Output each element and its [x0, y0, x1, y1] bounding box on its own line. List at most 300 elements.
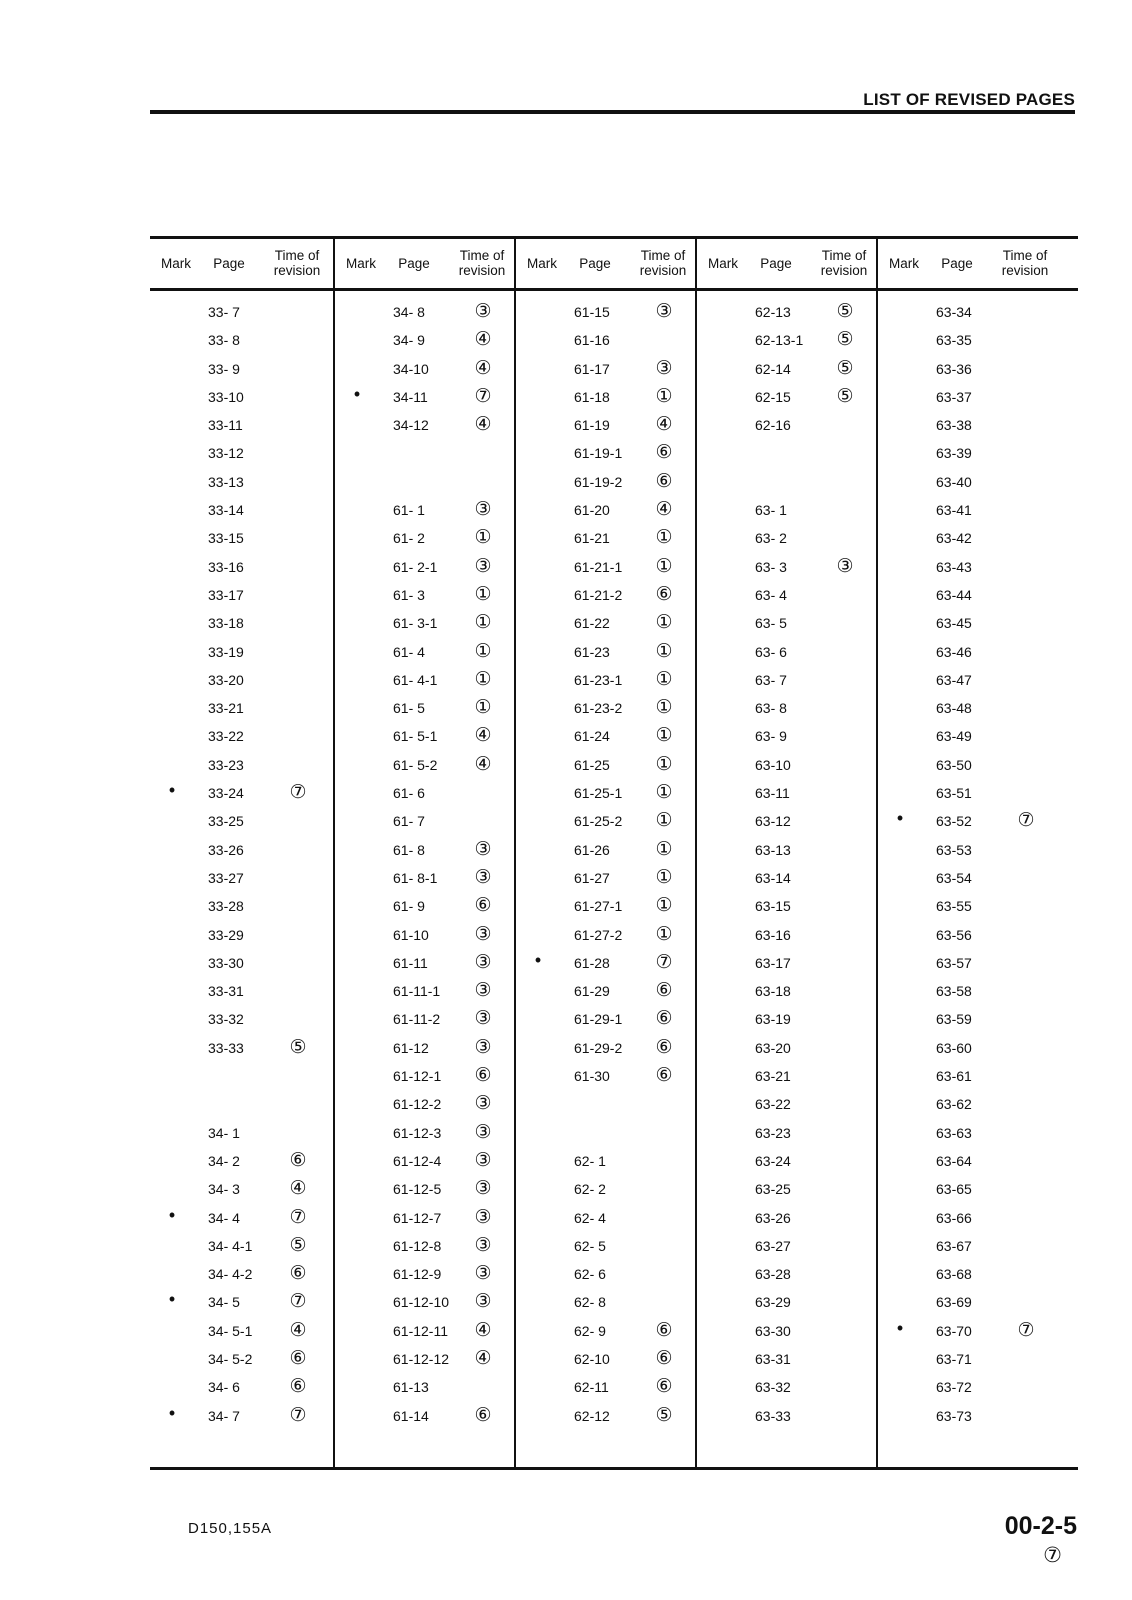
- page-cell: 61-23-2: [574, 700, 623, 717]
- page-cell: 63-23: [755, 1124, 791, 1141]
- mark-cell: •: [168, 780, 176, 801]
- table-rows: [516, 298, 700, 1430]
- page-cell: 63-35: [936, 332, 972, 349]
- table-row: [697, 1232, 881, 1260]
- table-row: [878, 1119, 1062, 1147]
- table-row: [335, 1147, 519, 1175]
- page-cell: 61-15: [574, 304, 610, 320]
- revision-cell: ③: [474, 980, 492, 1002]
- page-cell: 63-34: [936, 304, 972, 320]
- revision-cell: ⑥: [655, 1376, 673, 1398]
- page-cell: 63- 2: [755, 530, 787, 547]
- table-row: [878, 779, 1062, 807]
- page-cell: 33-12: [208, 445, 244, 462]
- table-row: [335, 1062, 519, 1090]
- page-cell: 33-20: [208, 671, 244, 688]
- table-row: [516, 1090, 700, 1118]
- page-cell: 63-25: [755, 1181, 791, 1198]
- table-row: [335, 609, 519, 637]
- table-row: [697, 638, 881, 666]
- revision-cell: ④: [474, 329, 492, 351]
- table-row: [516, 1373, 700, 1401]
- table-row: [150, 836, 334, 864]
- header-revision-line1: Time of: [459, 248, 505, 263]
- header-revision: [807, 248, 881, 278]
- table-row: [516, 666, 700, 694]
- page-cell: 62-15: [755, 388, 791, 405]
- page-cell: 63-60: [936, 1039, 972, 1056]
- page-cell: 62- 4: [574, 1209, 606, 1226]
- table-row: [516, 609, 700, 637]
- table-row: [335, 1090, 519, 1118]
- revision-cell: ④: [474, 357, 492, 379]
- revision-cell: ③: [474, 499, 492, 521]
- table-row: [150, 779, 334, 807]
- table-row: [150, 921, 334, 949]
- page-cell: 61-12-3: [393, 1124, 442, 1141]
- table-row: [878, 892, 1062, 920]
- page-cell: 61-11-1: [393, 983, 441, 1000]
- table-row: [150, 1317, 334, 1345]
- page-cell: 61- 2-1: [393, 558, 438, 575]
- page-cell: 34- 5-2: [208, 1350, 253, 1367]
- page-cell: 63-61: [936, 1068, 972, 1085]
- page-cell: 33- 8: [208, 332, 240, 349]
- page-cell: 63-50: [936, 756, 972, 773]
- page-cell: 63-48: [936, 700, 972, 717]
- revision-cell: ③: [474, 1093, 492, 1115]
- revision-cell: ⑥: [655, 980, 673, 1002]
- page-cell: 34- 6: [208, 1379, 240, 1396]
- table-section: [878, 236, 1062, 1470]
- revision-cell: ⑤: [289, 1234, 307, 1256]
- page-cell: 33- 9: [208, 360, 240, 377]
- revision-cell: ⑥: [655, 583, 673, 605]
- table-row: [878, 468, 1062, 496]
- table-row: [150, 1402, 334, 1430]
- table-row: [335, 1317, 519, 1345]
- table-row: [516, 355, 700, 383]
- table-row: [697, 298, 881, 326]
- page-cell: 63-18: [755, 983, 791, 1000]
- page-cell: 61- 5-1: [393, 728, 438, 745]
- table-row: [697, 1402, 881, 1430]
- table-row: [150, 1204, 334, 1232]
- page-cell: 33-25: [208, 813, 244, 830]
- page-cell: 63-33: [755, 1407, 791, 1424]
- revision-cell: ⑥: [655, 1008, 673, 1030]
- revision-cell: ⑦: [655, 951, 673, 973]
- table-row: [516, 1288, 700, 1316]
- revision-cell: ①: [655, 555, 673, 577]
- page-cell: 63-45: [936, 615, 972, 632]
- page-cell: 61-19: [574, 417, 610, 434]
- table-row: [150, 1260, 334, 1288]
- header-mark: Mark: [708, 256, 738, 271]
- table-row: [878, 1034, 1062, 1062]
- table-row: [150, 1119, 334, 1147]
- page-cell: 63-19: [755, 1011, 791, 1028]
- mark-cell: •: [168, 1204, 176, 1225]
- table-row: [878, 1005, 1062, 1033]
- table-row: [150, 1175, 334, 1203]
- page-cell: 63-10: [755, 756, 791, 773]
- table-rows: [878, 298, 1062, 1430]
- table-row: [516, 751, 700, 779]
- page-cell: 61-12-1: [393, 1068, 442, 1085]
- page-cell: 61-21: [574, 530, 610, 547]
- page-cell: 61-30: [574, 1068, 610, 1085]
- table-row: [150, 1005, 334, 1033]
- table-row: [516, 864, 700, 892]
- table-row: [335, 411, 519, 439]
- column-header: [516, 239, 700, 288]
- table-row: [697, 921, 881, 949]
- table-row: [697, 694, 881, 722]
- table-row: [878, 439, 1062, 467]
- revision-cell: ①: [474, 668, 492, 690]
- header-page: Page: [941, 256, 973, 271]
- revision-cell: ④: [655, 414, 673, 436]
- page-cell: 61- 4: [393, 643, 425, 660]
- page-cell: 34- 3: [208, 1181, 240, 1198]
- table-row: [697, 836, 881, 864]
- table-row: [878, 298, 1062, 326]
- table-row: [335, 892, 519, 920]
- table-row: [697, 383, 881, 411]
- page-cell: 33-30: [208, 954, 244, 971]
- header-page: Page: [213, 256, 245, 271]
- revision-cell: ①: [655, 923, 673, 945]
- table-row: [516, 807, 700, 835]
- table-row: [516, 836, 700, 864]
- header-revision-line2: revision: [820, 263, 868, 278]
- page-cell: 33-23: [208, 756, 244, 773]
- revision-cell: ①: [655, 527, 673, 549]
- header-revision: [626, 248, 700, 278]
- revision-cell: ④: [289, 1319, 307, 1341]
- table-row: [335, 581, 519, 609]
- revision-cell: ⑥: [655, 1065, 673, 1087]
- page-cell: 61-27: [574, 869, 610, 886]
- page-cell: 63-51: [936, 785, 972, 802]
- revision-cell: ①: [655, 725, 673, 747]
- table-row: [335, 1373, 519, 1401]
- page-cell: 34- 5-1: [208, 1322, 253, 1339]
- revision-cell: ①: [655, 697, 673, 719]
- page-cell: 63-30: [755, 1322, 791, 1339]
- page-cell: 63-21: [755, 1068, 791, 1085]
- page-cell: 63-39: [936, 445, 972, 462]
- revision-cell: ①: [655, 640, 673, 662]
- revision-cell: ①: [655, 385, 673, 407]
- table-row: [878, 609, 1062, 637]
- mark-cell: •: [896, 808, 904, 829]
- page-cell: 33-32: [208, 1011, 244, 1028]
- page-cell: 61-29: [574, 983, 610, 1000]
- page-cell: 33-28: [208, 898, 244, 915]
- table-row: [150, 1345, 334, 1373]
- page-cell: 63- 7: [755, 671, 787, 688]
- table-row: [335, 638, 519, 666]
- table-row: [878, 864, 1062, 892]
- revision-cell: ③: [474, 1008, 492, 1030]
- page-cell: 61-12-11: [393, 1322, 449, 1339]
- page-cell: 63-15: [755, 898, 791, 915]
- table-row: [335, 1005, 519, 1033]
- revision-cell: ⑥: [474, 1065, 492, 1087]
- page-cell: 63-41: [936, 502, 972, 519]
- page-cell: 61-21-2: [574, 586, 623, 603]
- table-row: [335, 1034, 519, 1062]
- table-row: [150, 722, 334, 750]
- page-cell: 63-71: [936, 1350, 972, 1367]
- table-row: [335, 722, 519, 750]
- page-cell: 61-20: [574, 502, 610, 519]
- revision-cell: ⑦: [289, 1291, 307, 1313]
- mark-cell: •: [168, 1402, 176, 1423]
- table-row: [878, 694, 1062, 722]
- table-rows: [335, 298, 519, 1430]
- table-row: [335, 1119, 519, 1147]
- table-row: [697, 666, 881, 694]
- table-row: [516, 524, 700, 552]
- table-row: [878, 581, 1062, 609]
- revision-cell: ③: [655, 357, 673, 379]
- table-rows: [150, 298, 334, 1430]
- table-section: [150, 236, 334, 1470]
- page-cell: 63- 6: [755, 643, 787, 660]
- page-cell: 63-73: [936, 1407, 972, 1424]
- page-cell: 63-64: [936, 1152, 972, 1169]
- revision-cell: ①: [474, 697, 492, 719]
- page-cell: 63-63: [936, 1124, 972, 1141]
- page-cell: 61-16: [574, 332, 610, 349]
- table-row: [150, 383, 334, 411]
- page-cell: 63-28: [755, 1266, 791, 1283]
- page-cell: 63-47: [936, 671, 972, 688]
- page-cell: 61- 2: [393, 530, 425, 547]
- page-cell: 61-11: [393, 954, 428, 971]
- page-cell: 63-32: [755, 1379, 791, 1396]
- table-row: [150, 1288, 334, 1316]
- page-cell: 33-10: [208, 388, 244, 405]
- table-row: [335, 836, 519, 864]
- page-cell: 61-13: [393, 1379, 429, 1396]
- revision-cell: ⑦: [289, 782, 307, 804]
- page-cell: 33-11: [208, 417, 243, 434]
- table-row: [697, 1373, 881, 1401]
- page-cell: 34- 5: [208, 1294, 240, 1311]
- table-row: [878, 1232, 1062, 1260]
- table-row: [335, 921, 519, 949]
- revision-cell: ③: [474, 1263, 492, 1285]
- page-cell: 62-14: [755, 360, 791, 377]
- revision-cell: ③: [474, 1206, 492, 1228]
- page-cell: 61-11-2: [393, 1011, 441, 1028]
- table-row: [697, 892, 881, 920]
- table-row: [150, 1062, 334, 1090]
- page-cell: 61-12-12: [393, 1350, 450, 1367]
- page-cell: 61-19-2: [574, 473, 623, 490]
- page-cell: 63-11: [755, 785, 790, 802]
- table-row: [878, 524, 1062, 552]
- table-row: [335, 864, 519, 892]
- table-row: [150, 553, 334, 581]
- table-row: [335, 326, 519, 354]
- revision-cell: ⑥: [655, 1347, 673, 1369]
- header-page: Page: [760, 256, 792, 271]
- table-row: [697, 864, 881, 892]
- table-row: [516, 1034, 700, 1062]
- table-row: [150, 439, 334, 467]
- page-cell: 61-25: [574, 756, 610, 773]
- header-revision-line2: revision: [273, 263, 321, 278]
- table-row: [335, 1204, 519, 1232]
- table-row: [516, 1402, 700, 1430]
- mark-cell: •: [353, 383, 361, 404]
- page-cell: 63- 9: [755, 728, 787, 745]
- page-cell: 63-56: [936, 926, 972, 943]
- revision-cell: ⑦: [1017, 1319, 1035, 1341]
- page-cell: 61- 7: [393, 813, 425, 830]
- revision-cell: ④: [655, 499, 673, 521]
- revision-cell: ①: [655, 612, 673, 634]
- table-row: [335, 298, 519, 326]
- revision-cell: ①: [655, 895, 673, 917]
- table-row: [150, 694, 334, 722]
- table-row: [697, 1147, 881, 1175]
- revision-cell: ③: [474, 1234, 492, 1256]
- table-row: [697, 1175, 881, 1203]
- page-cell: 63-59: [936, 1011, 972, 1028]
- table-row: [335, 751, 519, 779]
- page-cell: 34-11: [393, 388, 428, 405]
- table-row: [516, 949, 700, 977]
- page-cell: 33-27: [208, 869, 244, 886]
- table-row: [516, 1345, 700, 1373]
- revision-cell: ⑥: [289, 1149, 307, 1171]
- table-row: [150, 1373, 334, 1401]
- table-row: [335, 977, 519, 1005]
- header-revision-line1: Time of: [821, 248, 867, 263]
- header-revision-line1: Time of: [640, 248, 686, 263]
- page-cell: 61-28: [574, 954, 610, 971]
- table-row: [335, 1288, 519, 1316]
- table-row: [516, 1005, 700, 1033]
- page-cell: 63-43: [936, 558, 972, 575]
- page-cell: 63-14: [755, 869, 791, 886]
- revision-cell: ③: [474, 1149, 492, 1171]
- table-row: [335, 1345, 519, 1373]
- revision-cell: ③: [474, 1121, 492, 1143]
- page-cell: 62- 1: [574, 1152, 606, 1169]
- page-cell: 34- 9: [393, 332, 425, 349]
- page-revision: ⑦: [1043, 1544, 1062, 1567]
- table-row: [516, 1232, 700, 1260]
- page-cell: 62- 6: [574, 1266, 606, 1283]
- table-row: [878, 1147, 1062, 1175]
- page-cell: 61-12-10: [393, 1294, 450, 1311]
- table-row: [697, 722, 881, 750]
- page-cell: 63- 4: [755, 586, 787, 603]
- header-revision-line2: revision: [1001, 263, 1049, 278]
- revision-cell: ①: [655, 838, 673, 860]
- table-rows: [697, 298, 881, 1430]
- table-row: [516, 468, 700, 496]
- page-cell: 34- 4: [208, 1209, 240, 1226]
- page-cell: 63-13: [755, 841, 791, 858]
- table-row: [516, 1147, 700, 1175]
- page-cell: 62-13-1: [755, 332, 804, 349]
- page-cell: 61-25-1: [574, 785, 623, 802]
- page-cell: 63-27: [755, 1237, 791, 1254]
- table-row: [150, 638, 334, 666]
- table-row: [878, 496, 1062, 524]
- table-row: [878, 722, 1062, 750]
- table-row: [150, 298, 334, 326]
- table-row: [516, 722, 700, 750]
- page-cell: 63-42: [936, 530, 972, 547]
- table-row: [516, 1260, 700, 1288]
- column-header: [150, 239, 334, 288]
- page-cell: 63-55: [936, 898, 972, 915]
- page-cell: 63-62: [936, 1096, 972, 1113]
- page-cell: 33-14: [208, 502, 244, 519]
- page-cell: 63- 1: [755, 502, 787, 519]
- page-cell: 33-13: [208, 473, 244, 490]
- revision-cell: ①: [474, 527, 492, 549]
- mark-cell: •: [534, 949, 542, 970]
- header-mark: Mark: [527, 256, 557, 271]
- table-row: [878, 355, 1062, 383]
- table-row: [150, 1034, 334, 1062]
- page-cell: 33-22: [208, 728, 244, 745]
- page-cell: 61-26: [574, 841, 610, 858]
- page-cell: 63-38: [936, 417, 972, 434]
- table-row: [516, 496, 700, 524]
- page-cell: 62- 8: [574, 1294, 606, 1311]
- page-cell: 63-49: [936, 728, 972, 745]
- table-row: [150, 411, 334, 439]
- page-cell: 62- 9: [574, 1322, 606, 1339]
- page-cell: 61-12: [393, 1039, 429, 1056]
- page-cell: 61- 6: [393, 785, 425, 802]
- page-cell: 61- 8-1: [393, 869, 438, 886]
- table-row: [335, 666, 519, 694]
- page-cell: 63-29: [755, 1294, 791, 1311]
- table-row: [150, 751, 334, 779]
- table-row: [878, 949, 1062, 977]
- page-cell: 61-21-1: [574, 558, 623, 575]
- table-row: [335, 1260, 519, 1288]
- revision-cell: ③: [474, 923, 492, 945]
- page-cell: 61- 3: [393, 586, 425, 603]
- page-cell: 61-29-2: [574, 1039, 623, 1056]
- page-cell: 61-17: [574, 360, 610, 377]
- table-row: [697, 1345, 881, 1373]
- table-section: [516, 236, 700, 1470]
- revision-cell: ③: [474, 1291, 492, 1313]
- page-cell: 61-24: [574, 728, 610, 745]
- table-row: [335, 439, 519, 467]
- page-cell: 61-12-7: [393, 1209, 442, 1226]
- table-row: [697, 779, 881, 807]
- header-revision-line1: Time of: [1002, 248, 1048, 263]
- page-cell: 62- 5: [574, 1237, 606, 1254]
- page-cell: 61-10: [393, 926, 429, 943]
- table-row: [697, 1062, 881, 1090]
